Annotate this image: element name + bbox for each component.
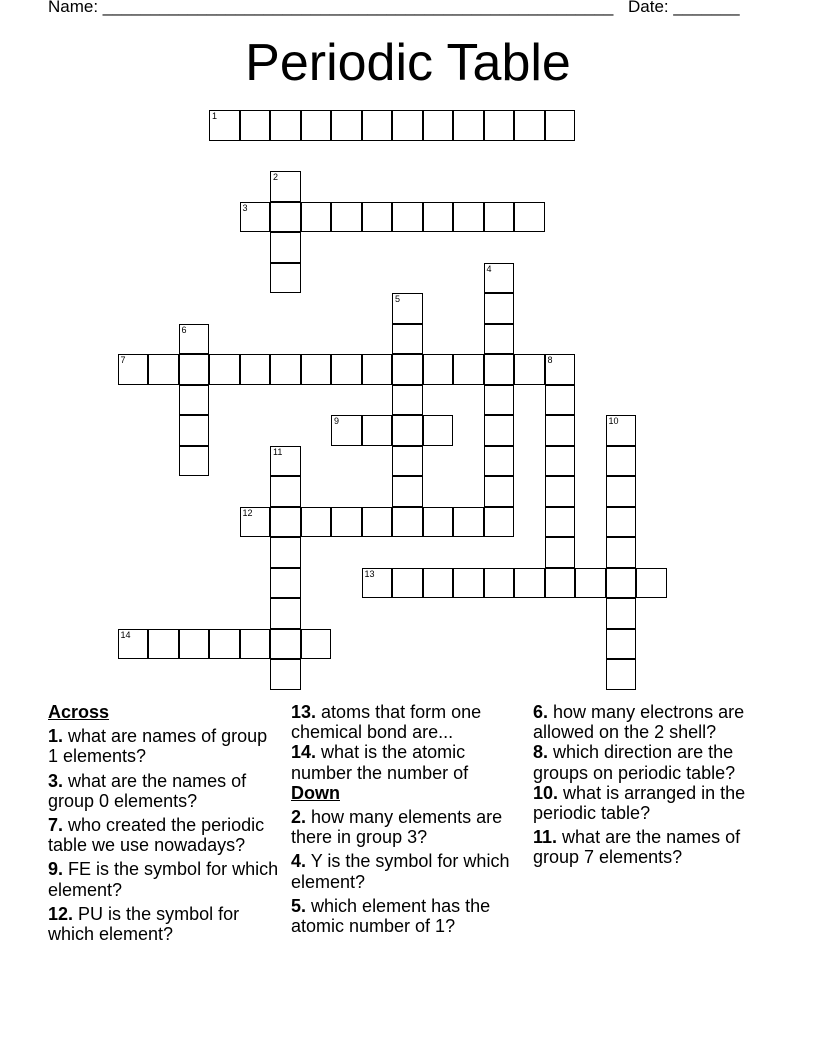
across-clue xyxy=(48,771,280,811)
cell-number: 3 xyxy=(242,202,248,213)
crossword-cell[interactable] xyxy=(392,476,423,507)
crossword-cell[interactable] xyxy=(392,446,423,477)
crossword-cell[interactable] xyxy=(392,110,423,141)
clue-number: 10. xyxy=(533,782,559,803)
crossword-cell[interactable] xyxy=(179,629,210,660)
cell-number: 8 xyxy=(547,355,553,365)
clue-number: 13. xyxy=(291,702,317,722)
crossword-cell[interactable] xyxy=(179,324,210,355)
clue-column-1 xyxy=(48,702,280,948)
clue-text: what is the atomic number the number of xyxy=(291,742,469,783)
down-clue xyxy=(291,851,523,891)
crossword-cell[interactable] xyxy=(453,202,484,233)
crossword-cell[interactable] xyxy=(606,659,637,690)
crossword-cell[interactable] xyxy=(209,629,240,660)
crossword-cell[interactable] xyxy=(423,507,454,538)
crossword-cell[interactable] xyxy=(392,507,423,538)
clue-number: 14. xyxy=(291,742,317,763)
crossword-cell[interactable] xyxy=(392,293,423,324)
crossword-cell[interactable] xyxy=(270,629,301,660)
crossword-cell[interactable] xyxy=(606,415,637,446)
crossword-cell[interactable] xyxy=(392,202,423,233)
crossword-cell[interactable] xyxy=(270,537,301,568)
down-heading: Down xyxy=(291,782,340,803)
crossword-cell[interactable] xyxy=(301,629,332,660)
crossword-cell[interactable] xyxy=(270,110,301,141)
crossword-cell[interactable] xyxy=(362,202,393,233)
crossword-cell[interactable] xyxy=(545,385,576,416)
crossword-cell[interactable] xyxy=(484,476,515,507)
crossword-cell[interactable] xyxy=(514,568,545,599)
crossword-cell[interactable] xyxy=(392,354,423,385)
clue-text: how many elements are there in group 3? xyxy=(291,807,503,848)
clue-number: 2. xyxy=(291,807,307,828)
crossword-cell[interactable] xyxy=(270,598,301,629)
crossword-cell[interactable] xyxy=(270,354,301,385)
crossword-cell[interactable] xyxy=(362,110,393,141)
across-clue xyxy=(48,904,280,944)
name-field[interactable]: Name: ______________________________________________________ xyxy=(48,0,614,16)
clue-text: atoms that form one chemical bond are... xyxy=(291,702,482,743)
crossword-cell[interactable] xyxy=(118,354,149,385)
crossword-cell[interactable] xyxy=(423,354,454,385)
down-clue xyxy=(291,807,523,847)
crossword-cell[interactable] xyxy=(270,476,301,507)
crossword-cell[interactable] xyxy=(484,507,515,538)
crossword-cell[interactable] xyxy=(179,385,210,416)
cell-number: 9 xyxy=(334,416,340,426)
crossword-cell[interactable] xyxy=(484,385,515,416)
crossword-cell[interactable] xyxy=(575,568,606,599)
crossword-cell[interactable] xyxy=(270,446,301,477)
crossword-cell[interactable] xyxy=(606,629,637,660)
across-clue xyxy=(291,742,523,782)
crossword-cell[interactable] xyxy=(270,507,301,538)
crossword-cell[interactable] xyxy=(606,446,637,477)
across-heading: Across xyxy=(48,702,110,722)
across-clue xyxy=(48,859,280,899)
down-clue xyxy=(291,896,523,936)
clue-column-3 xyxy=(533,702,773,872)
crossword-cell[interactable] xyxy=(331,354,362,385)
clue-text: Y is the symbol for which element? xyxy=(291,851,510,892)
crossword-cell[interactable] xyxy=(545,537,576,568)
crossword-cell[interactable] xyxy=(240,202,271,233)
crossword-cell[interactable] xyxy=(331,110,362,141)
cell-number: 11 xyxy=(273,446,283,457)
crossword-cell[interactable] xyxy=(209,354,240,385)
crossword-cell[interactable] xyxy=(545,110,576,141)
page-title: Periodic Table xyxy=(245,34,571,92)
crossword-cell[interactable] xyxy=(484,324,515,355)
cell-number: 4 xyxy=(486,263,492,274)
crossword-cell[interactable] xyxy=(606,507,637,538)
crossword-cell[interactable] xyxy=(331,202,362,233)
clue-number: 9. xyxy=(48,859,64,880)
crossword-cell[interactable] xyxy=(362,568,393,599)
clue-text: what are names of group 1 elements? xyxy=(48,726,268,767)
crossword-cell[interactable] xyxy=(606,598,637,629)
clue-text: what are the names of group 7 elements? xyxy=(533,827,741,868)
down-clue xyxy=(533,783,773,823)
across-clue xyxy=(48,726,280,766)
crossword-cell[interactable] xyxy=(423,202,454,233)
crossword-cell[interactable] xyxy=(240,110,271,141)
cell-number: 2 xyxy=(273,172,279,182)
clue-text: which direction are the groups on periodic table? xyxy=(533,742,736,783)
crossword-cell[interactable] xyxy=(545,507,576,538)
cell-number: 7 xyxy=(120,355,126,365)
crossword-cell[interactable] xyxy=(545,568,576,599)
crossword-cell[interactable] xyxy=(331,415,362,446)
crossword-cell[interactable] xyxy=(270,568,301,599)
crossword-cell[interactable] xyxy=(545,415,576,446)
crossword-cell[interactable] xyxy=(453,110,484,141)
crossword-cell[interactable] xyxy=(514,354,545,385)
crossword-cell[interactable] xyxy=(362,507,393,538)
crossword-cell[interactable] xyxy=(423,568,454,599)
crossword-cell[interactable] xyxy=(453,354,484,385)
crossword-cell[interactable] xyxy=(453,507,484,538)
clue-text: what is arranged in the periodic table? xyxy=(533,782,746,824)
crossword-cell[interactable] xyxy=(545,354,576,385)
crossword-cell[interactable] xyxy=(179,354,210,385)
crossword-cell[interactable] xyxy=(240,507,271,538)
down-clue xyxy=(533,742,773,782)
crossword-cell[interactable] xyxy=(148,629,179,660)
crossword-cell[interactable] xyxy=(545,446,576,477)
cell-number: 6 xyxy=(181,324,187,335)
crossword-cell[interactable] xyxy=(484,415,515,446)
crossword-cell[interactable] xyxy=(179,446,210,477)
crossword-cell[interactable] xyxy=(301,507,332,538)
clue-text: what are the names of group 0 elements? xyxy=(48,770,247,811)
across-clue xyxy=(48,815,280,855)
cell-number: 12 xyxy=(242,507,253,518)
clue-number: 4. xyxy=(291,851,307,872)
across-clue xyxy=(291,702,523,742)
cell-number: 1 xyxy=(212,111,218,121)
crossword-cell[interactable] xyxy=(484,110,515,141)
crossword-cell[interactable] xyxy=(270,202,301,233)
crossword-cell[interactable] xyxy=(301,202,332,233)
crossword-cell[interactable] xyxy=(301,354,332,385)
clue-number: 5. xyxy=(291,895,307,916)
down-clue xyxy=(533,827,773,867)
down-clue xyxy=(533,702,773,742)
crossword-cell[interactable] xyxy=(606,568,637,599)
crossword-cell[interactable] xyxy=(179,415,210,446)
crossword-cell[interactable] xyxy=(270,263,301,294)
crossword-cell[interactable] xyxy=(331,507,362,538)
cell-number: 13 xyxy=(364,568,375,579)
clue-column-2 xyxy=(291,702,523,940)
clue-number: 8. xyxy=(533,742,549,763)
clue-number: 7. xyxy=(48,815,64,836)
crossword-cell[interactable] xyxy=(118,629,149,660)
crossword-cell[interactable] xyxy=(484,202,515,233)
cell-number: 14 xyxy=(120,629,131,640)
crossword-cell[interactable] xyxy=(362,415,393,446)
crossword-cell[interactable] xyxy=(270,232,301,263)
crossword-cell[interactable] xyxy=(423,415,454,446)
crossword-cell[interactable] xyxy=(392,385,423,416)
crossword-cell[interactable] xyxy=(606,476,637,507)
clue-text: which element has the atomic number of 1? xyxy=(291,895,491,937)
clue-text: PU is the symbol for which element? xyxy=(48,903,240,945)
clue-number: 3. xyxy=(48,770,64,791)
crossword-cell[interactable] xyxy=(484,568,515,599)
clue-number: 6. xyxy=(533,702,549,722)
crossword-cell[interactable] xyxy=(362,354,393,385)
crossword-cell[interactable] xyxy=(209,110,240,141)
crossword-cell[interactable] xyxy=(453,568,484,599)
cell-number: 10 xyxy=(608,416,619,426)
date-field[interactable]: Date: _______ xyxy=(628,0,740,16)
crossword-cell[interactable] xyxy=(514,202,545,233)
clue-text: who created the periodic table we use nowadays? xyxy=(48,815,265,856)
crossword-cell[interactable] xyxy=(392,568,423,599)
crossword-cell[interactable] xyxy=(240,629,271,660)
crossword-cell[interactable] xyxy=(484,263,515,294)
crossword-cell[interactable] xyxy=(484,293,515,324)
clue-number: 1. xyxy=(48,726,64,747)
crossword-cell[interactable] xyxy=(148,354,179,385)
crossword-cell[interactable] xyxy=(545,476,576,507)
clue-number: 12. xyxy=(48,903,74,924)
clue-text: FE is the symbol for which element? xyxy=(48,859,279,900)
cell-number: 5 xyxy=(395,294,401,304)
crossword-cell[interactable] xyxy=(270,659,301,690)
crossword-cell[interactable] xyxy=(606,537,637,568)
crossword-cell[interactable] xyxy=(301,110,332,141)
crossword-cell[interactable] xyxy=(270,171,301,202)
crossword-cell[interactable] xyxy=(423,110,454,141)
crossword-cell[interactable] xyxy=(636,568,667,599)
crossword-cell[interactable] xyxy=(484,446,515,477)
crossword-cell[interactable] xyxy=(484,354,515,385)
clue-number: 11. xyxy=(533,827,558,848)
crossword-cell[interactable] xyxy=(392,324,423,355)
clue-text: how many electrons are allowed on the 2 shell? xyxy=(533,702,745,743)
crossword-cell[interactable] xyxy=(392,415,423,446)
crossword-cell[interactable] xyxy=(240,354,271,385)
crossword-cell[interactable] xyxy=(514,110,545,141)
